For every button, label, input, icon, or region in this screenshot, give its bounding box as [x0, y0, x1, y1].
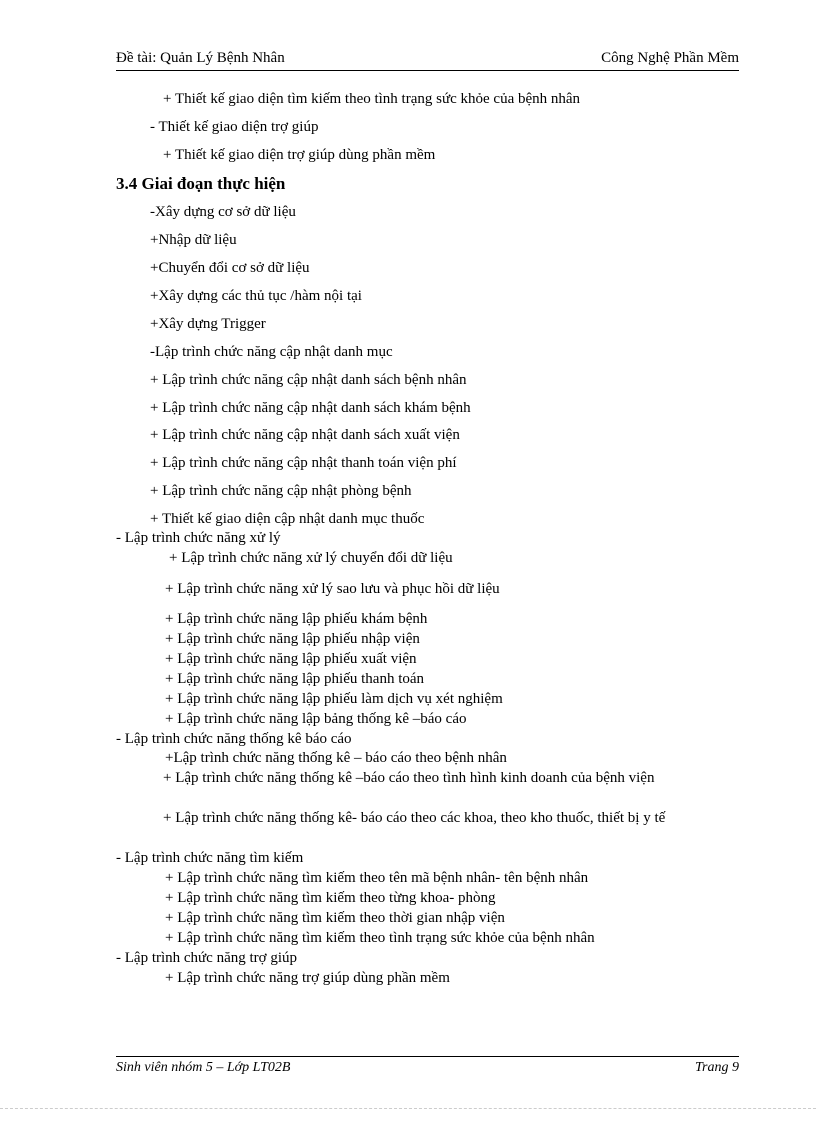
text-line: - Lập trình chức năng thống kê báo cáo — [116, 731, 352, 747]
text-line: + Thiết kế giao diện trợ giúp dùng phần mềm — [163, 147, 436, 163]
text-line: - Lập trình chức năng xử lý — [116, 530, 281, 546]
text-line: - Lập trình chức năng tìm kiếm — [116, 850, 304, 866]
section-heading: 3.4 Giai đoạn thực hiện — [116, 174, 286, 193]
text-line: - Lập trình chức năng trợ giúp — [116, 950, 298, 966]
text-line: +Chuyển đổi cơ sở dữ liệu — [150, 260, 310, 276]
text-line: + Lập trình chức năng xử lý sao lưu và phục hồi dữ liệu — [165, 581, 500, 597]
text-line: + Thiết kế giao diện cập nhật danh mục thuốc — [150, 511, 425, 527]
text-line: +Xây dựng các thủ tục /hàm nội tại — [150, 288, 362, 304]
header-subject: Công Nghệ Phần Mềm — [601, 50, 739, 66]
page-header — [116, 50, 739, 71]
text-line: + Lập trình chức năng tìm kiếm theo từng khoa- phòng — [165, 890, 496, 906]
text-line: + Thiết kế giao diện tìm kiếm theo tình trạng sức khỏe của bệnh nhân — [163, 91, 581, 107]
text-line: + Lập trình chức năng cập nhật danh sách xuất viện — [150, 427, 460, 443]
header-topic: Đề tài: Quản Lý Bệnh Nhân — [116, 50, 285, 66]
text-line: + Lập trình chức năng tìm kiếm theo tên mã bệnh nhân- tên bệnh nhân — [165, 870, 589, 886]
text-line: + Lập trình chức năng tìm kiếm theo tình trạng sức khỏe của bệnh nhân — [165, 930, 595, 946]
text-line: - Thiết kế giao diện trợ giúp — [150, 119, 319, 135]
text-line: + Lập trình chức năng cập nhật danh sách bệnh nhân — [150, 372, 467, 388]
text-line: + Lập trình chức năng lập phiếu xuất viện — [165, 651, 417, 667]
page-break-divider — [0, 1108, 816, 1109]
text-line: + Lập trình chức năng cập nhật thanh toán viện phí — [150, 455, 457, 471]
text-line: -Lập trình chức năng cập nhật danh mục — [150, 344, 393, 360]
text-line: + Lập trình chức năng cập nhật phòng bệnh — [150, 483, 412, 499]
text-line: + Lập trình chức năng cập nhật danh sách khám bệnh — [150, 400, 471, 416]
text-line: +Lập trình chức năng thống kê – báo cáo theo bệnh nhân — [165, 750, 507, 766]
text-line: + Lập trình chức năng trợ giúp dùng phần mềm — [165, 970, 450, 986]
text-paragraph: + Lập trình chức năng thống kê- báo cáo theo các khoa, theo kho thuốc, thiết bị y tế — [163, 810, 666, 826]
page-number: Trang 9 — [695, 1060, 739, 1075]
text-line: + Lập trình chức năng xử lý chuyển đổi dữ liệu — [169, 550, 453, 566]
text-line: + Lập trình chức năng lập phiếu khám bệnh — [165, 611, 428, 627]
text-line: +Nhập dữ liệu — [150, 232, 237, 248]
text-line: + Lập trình chức năng lập phiếu làm dịch vụ xét nghiệm — [165, 691, 503, 707]
text-line: + Lập trình chức năng lập phiếu thanh toán — [165, 671, 425, 687]
page-footer — [116, 1056, 739, 1075]
text-line: + Lập trình chức năng lập bảng thống kê –báo cáo — [165, 711, 467, 727]
footer-author: Sinh viên nhóm 5 – Lớp LT02B — [116, 1060, 291, 1075]
text-line: + Lập trình chức năng lập phiếu nhập viện — [165, 631, 420, 647]
text-line: -Xây dựng cơ sở dữ liệu — [150, 204, 296, 220]
text-paragraph: + Lập trình chức năng thống kê –báo cáo theo tình hình kinh doanh của bệnh viện — [163, 770, 655, 786]
text-line: + Lập trình chức năng tìm kiếm theo thời gian nhập viện — [165, 910, 505, 926]
text-line: +Xây dựng Trigger — [150, 316, 266, 332]
